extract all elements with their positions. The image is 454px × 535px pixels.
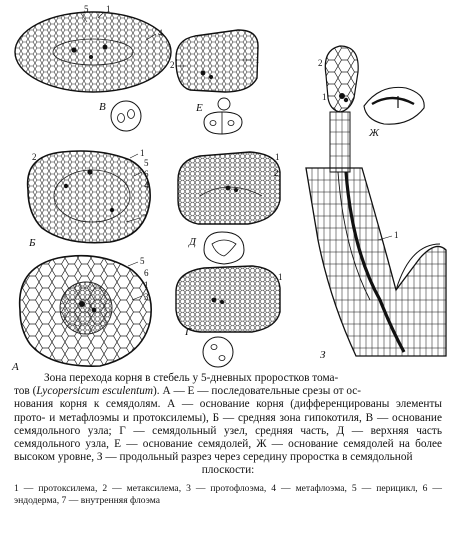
part-number: 6 bbox=[144, 268, 149, 278]
section-e bbox=[176, 30, 258, 134]
section-b bbox=[28, 151, 151, 243]
part-number: 2 bbox=[170, 60, 175, 70]
panel-label-zh: Ж bbox=[369, 127, 380, 139]
caption-last-line: плоскости: bbox=[201, 464, 255, 477]
part-number: 6 bbox=[144, 169, 149, 179]
caption-first-line: Зона перехода корня в стебель у 5-дневных проростков тома- bbox=[44, 372, 339, 384]
part-number: 1 bbox=[278, 272, 283, 282]
part-number: 1 bbox=[394, 230, 399, 240]
section-z bbox=[306, 168, 446, 356]
part-number: 5 bbox=[84, 4, 89, 14]
caption-body: нования корня к семядолям. А — основание корня (дифференцированы элементы прото- и метафлоэмы и протоксилемы), Б — средняя зона гипокотиля, В — основание семядольного узла; Г — семядольный узел, средняя часть, Д — верхняя часть семядольного узла, Е — основание семядолей, Ж — основание семядолей на более высоком уровне, З — продольный разрез через середину проростка в семядольной bbox=[14, 398, 442, 464]
caption-species-pre: тов ( bbox=[14, 385, 37, 398]
caption-species-post: ). А — Е — последовательные срезы от ос- bbox=[153, 385, 362, 398]
figure-caption bbox=[14, 372, 442, 507]
part-number: 4 bbox=[158, 28, 163, 38]
part-number: 3 bbox=[144, 292, 149, 302]
panel-label-z: З bbox=[320, 349, 326, 361]
panel-label-a: А bbox=[12, 361, 19, 372]
section-zh bbox=[325, 46, 424, 172]
panel-label-d: Д bbox=[189, 236, 196, 248]
caption-species-line bbox=[14, 385, 442, 398]
species-name: Lycopersicum esculentum bbox=[36, 385, 154, 398]
part-number: 1 bbox=[106, 4, 111, 14]
part-number: 1 bbox=[144, 280, 149, 290]
part-number: 2 bbox=[274, 168, 279, 178]
part-number: 2 bbox=[32, 152, 37, 162]
part-number: 1 bbox=[140, 148, 145, 158]
section-a bbox=[20, 256, 152, 366]
part-number: 7 bbox=[142, 213, 147, 223]
panel-label-b: Б bbox=[29, 237, 36, 249]
part-number: 1 bbox=[255, 55, 260, 65]
part-number: 2 bbox=[318, 58, 323, 68]
part-number: 5 bbox=[140, 256, 145, 266]
section-v-outline bbox=[111, 101, 141, 131]
part-number: 1 bbox=[275, 152, 280, 162]
panel-label-v: В bbox=[99, 101, 106, 113]
part-number: 4 bbox=[144, 180, 149, 190]
panel-label-g: Г bbox=[185, 326, 192, 338]
part-number: 5 bbox=[144, 158, 149, 168]
section-v bbox=[15, 12, 171, 92]
section-g bbox=[176, 266, 280, 367]
part-number: 1 bbox=[322, 92, 327, 102]
figure-legend: 1 — протоксилема, 2 — метаксилема, 3 — протофлоэма, 4 — метафлоэма, 5 — перицикл, 6 — эндодерма, 7 — внутренняя флоэма bbox=[14, 482, 442, 506]
panel-label-e: Е bbox=[196, 102, 203, 114]
